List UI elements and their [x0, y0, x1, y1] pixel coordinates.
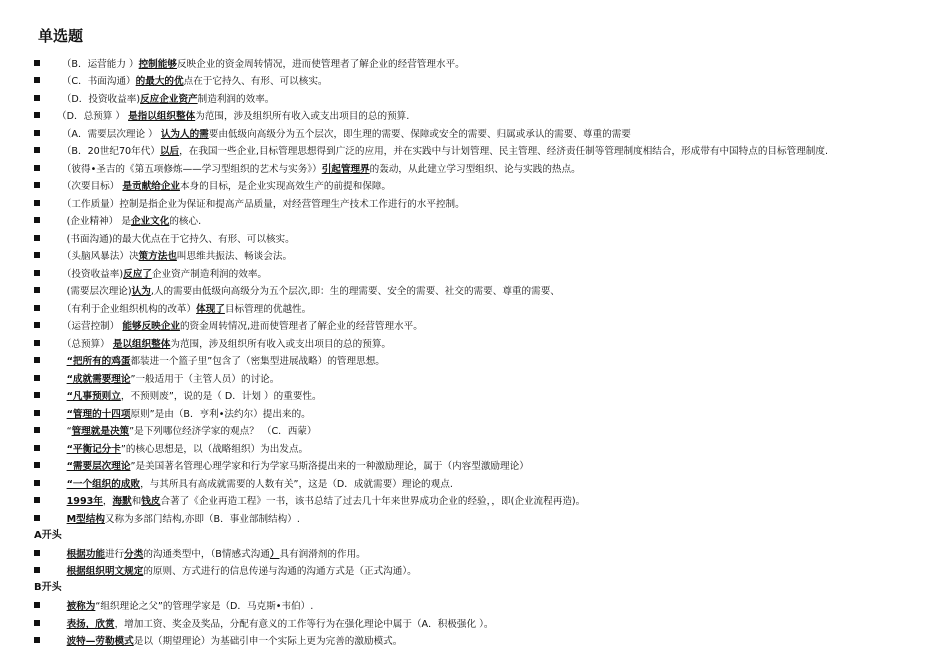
list-item [34, 229, 950, 247]
list-item-text [57, 56, 465, 70]
text-run [57, 496, 67, 507]
text-run [57, 356, 67, 367]
square-bullet-icon [34, 497, 40, 503]
text-run: ”是下列哪位经济学家的观点？ （C．西蒙） [129, 426, 317, 438]
list-item-text [57, 161, 581, 175]
text-run [57, 374, 67, 385]
list-item-text [57, 213, 201, 227]
emphasis-text: 反应企业资产 [140, 93, 198, 105]
square-bullet-icon [34, 480, 40, 486]
text-run: 的轰动，从此建立学习型组织、论与实践的热点。 [369, 163, 581, 175]
list-item [34, 562, 950, 580]
list-item [34, 107, 950, 125]
square-bullet-icon [34, 252, 40, 258]
emphasis-text: 认为 [131, 286, 151, 298]
emphasis-text: 引起管理界 [321, 163, 370, 175]
text-run [57, 479, 67, 490]
square-bullet-icon [34, 305, 40, 311]
list-item [34, 124, 950, 142]
text-run [57, 461, 67, 472]
text-run: 本身的目标，是企业实现高效生产的前提和保障。 [179, 181, 392, 193]
text-run: 的资金周转情况,进而使管理者了解企业的经营管理水平。 [179, 321, 423, 333]
square-bullet-icon [34, 620, 40, 626]
list-item-text [57, 633, 402, 647]
list-item-text [57, 546, 366, 560]
text-run: （次要目标） [57, 181, 123, 193]
emphasis-text: 是以组织整体 [112, 338, 171, 350]
text-run: (企业精神） 是 [57, 216, 131, 228]
list-item [34, 142, 950, 160]
list-item-text [57, 458, 529, 472]
square-bullet-icon [34, 637, 40, 643]
list-item-text [57, 248, 292, 262]
list-item [34, 632, 950, 650]
emphasis-text: 策方法也 [138, 251, 177, 263]
page-title: 单选题 [38, 27, 84, 45]
emphasis-text: 表扬，欣赏 [66, 618, 115, 630]
list-item-text [57, 283, 560, 297]
list-item-text [57, 493, 585, 507]
list-item-text [57, 231, 295, 245]
text-run: 的核心. [169, 216, 202, 228]
text-run: （B．20世纪70年代） [57, 146, 160, 158]
square-bullet-icon [34, 567, 40, 573]
text-run: 的沟通类型中，（B情感式沟通 [143, 548, 270, 560]
text-run: 为范围，涉及组织所有收入或支出项目的总的预算. [195, 111, 410, 123]
text-run [57, 601, 67, 612]
text-run: （工作质量）控制是指企业为保证和提高产品质量，对经营管理生产技术工作进行的水平控制。 [57, 198, 465, 210]
list-item-text [57, 178, 391, 192]
list-item-text [57, 126, 631, 140]
text-run: （运营控制） [57, 321, 123, 333]
list-item [34, 474, 950, 492]
square-bullet-icon [34, 77, 40, 83]
list-item [34, 159, 950, 177]
text-run [57, 566, 67, 577]
square-bullet-icon [34, 217, 40, 223]
square-bullet-icon [34, 410, 40, 416]
emphasis-text: ） [269, 548, 280, 560]
text-run: 企业资产制造利润的效率。 [151, 268, 268, 280]
text-run: 合著了《企业再造工程》一书，该书总结了过去几十年来世界成功企业的经验，，即(企业流程再造)。 [160, 496, 586, 508]
list-item-text [57, 73, 328, 87]
list-item-text [57, 301, 311, 315]
text-run: 制造利润的效率。 [197, 93, 275, 105]
list-item [34, 264, 950, 282]
square-bullet-icon [34, 95, 40, 101]
square-bullet-icon [34, 147, 40, 153]
list-item-text [57, 388, 322, 402]
list-item-text [57, 108, 409, 122]
square-bullet-icon [34, 462, 40, 468]
square-bullet-icon [34, 375, 40, 381]
text-run: （D．投资收益率) [57, 93, 141, 105]
text-run: （D．总预算 ） [57, 111, 129, 123]
list-item-text [57, 563, 417, 577]
text-run: 都装进一个篮子里”包含了（密集型进展战略）的管理思想。 [130, 356, 385, 368]
section-heading: A开头 [34, 529, 62, 541]
emphasis-text: 1993年 [66, 496, 103, 508]
emphasis-text: M型结构 [66, 513, 105, 525]
emphasis-text: “凡事预则立 [66, 391, 121, 403]
square-bullet-icon [34, 445, 40, 451]
list-item [34, 72, 950, 90]
list-item-text [57, 196, 465, 210]
emphasis-text: “把所有的鸡蛋 [66, 356, 131, 368]
text-run: （B．运营能力 ） [57, 58, 139, 70]
emphasis-text: 体现了 [196, 303, 225, 315]
emphasis-text: 海默 [112, 496, 132, 508]
text-run: （C．书面沟通） [57, 76, 136, 88]
list-item [34, 509, 950, 527]
list-item-text [57, 266, 267, 280]
square-bullet-icon [34, 322, 40, 328]
square-bullet-icon [34, 235, 40, 241]
text-run: “ [57, 426, 72, 438]
list-item [34, 369, 950, 387]
square-bullet-icon [34, 182, 40, 188]
text-run: （A．需要层次理论 ） [57, 128, 161, 140]
list-item-text [57, 143, 828, 157]
square-bullet-icon [34, 270, 40, 276]
text-run: 要由低级向高级分为五个层次，即生理的需要、保障或安全的需要、归属或承认的需要、尊重的需要 [208, 128, 631, 140]
text-run: (书面沟通)的最大优点在于它持久、有形、可以核实。 [57, 233, 295, 245]
list-item [34, 422, 950, 440]
list-item [34, 54, 950, 72]
square-bullet-icon [34, 392, 40, 398]
square-bullet-icon [34, 515, 40, 521]
list-item [34, 439, 950, 457]
emphasis-text: 能够反映企业 [122, 321, 180, 333]
text-run [57, 444, 67, 455]
square-bullet-icon [34, 340, 40, 346]
list-item [34, 404, 950, 422]
text-run: （头脑风暴法）决 [57, 251, 139, 263]
text-run: ”一般适用于（主管人员）的讨论。 [130, 373, 280, 385]
text-run: 进行 [104, 548, 125, 560]
square-bullet-icon [34, 60, 40, 66]
emphasis-text: 被称为 [66, 601, 96, 613]
text-run [57, 514, 67, 525]
square-bullet-icon [34, 112, 40, 118]
section-heading: B开头 [34, 582, 62, 593]
text-run: 具有润滑剂的作用。 [279, 548, 366, 560]
list-item-text [57, 318, 423, 332]
square-bullet-icon [34, 165, 40, 171]
emphasis-text: 波特—劳勒模式 [66, 636, 134, 648]
text-run: （总预算） [57, 338, 113, 350]
square-bullet-icon [34, 130, 40, 136]
text-run [57, 549, 67, 560]
list-item-text [57, 336, 391, 350]
emphasis-text: “一个组织的成败 [66, 478, 141, 490]
emphasis-text: 是贡献给企业 [122, 181, 180, 193]
list-item [34, 317, 950, 335]
emphasis-text: “管理的十四项 [66, 408, 131, 420]
list-item [34, 299, 950, 317]
text-run: 为范围，涉及组织所有收入或支出项目的总的预算。 [170, 338, 392, 350]
emphasis-text: 企业文化 [130, 216, 170, 228]
text-run [57, 619, 67, 630]
text-run: 反映企业的资金周转情况，进而使管理者了解企业的经营管理水平。 [176, 58, 465, 70]
emphasis-text: 的最大的优 [135, 76, 184, 88]
text-run: ，增加工资、奖金及奖品，分配有意义的工作等行为在强化理论中属于（A．积极强化 ）。 [114, 618, 494, 630]
square-bullet-icon [34, 357, 40, 363]
emphasis-text: 认为人的需 [160, 128, 209, 140]
list-item [34, 177, 950, 195]
list-item-text [57, 423, 317, 437]
emphasis-text: 根据组织明文规定 [66, 566, 144, 578]
list-item [34, 334, 950, 352]
square-bullet-icon [34, 287, 40, 293]
text-run: 的原则、方式进行的信息传递与沟通的沟通方式是（正式沟通）。 [143, 566, 417, 578]
text-run [57, 391, 67, 402]
text-run: ,人的需要由低级向高级分为五个层次,即：生的理需要、安全的需要、社交的需要、尊重的需要、 [150, 286, 560, 298]
text-run: ，与其所具有高成就需要的人数有关”，这是（D．成就需要）理论的观点. [140, 478, 453, 490]
text-run: 是以（期望理论）为基础引申一个实际上更为完善的激励模式。 [133, 636, 403, 648]
list-item [34, 492, 950, 510]
square-bullet-icon [34, 550, 40, 556]
emphasis-text: 以后 [159, 146, 180, 158]
text-run: 叫思维共振法、畅谈会法。 [176, 251, 293, 263]
emphasis-text: “平衡记分卡 [66, 443, 121, 455]
list-item-text [57, 91, 274, 105]
emphasis-text: 是指以组织整体 [128, 111, 196, 123]
text-run: ”的核心思想是，以（战略组织）为出发点。 [120, 443, 309, 455]
text-run: ，不预则废”，说的是（ D．计划 ）的重要性。 [120, 391, 322, 403]
text-run: “组织理论之父”的管理学家是（D．马克斯•韦伯）. [95, 601, 314, 613]
emphasis-text: 控制能够 [138, 58, 177, 70]
text-run [57, 636, 67, 647]
list-item [34, 544, 950, 562]
list-item [34, 597, 950, 615]
square-bullet-icon [34, 427, 40, 433]
list-item [34, 387, 950, 405]
list-item-text [57, 598, 313, 612]
text-run: 目标管理的优越性。 [224, 303, 312, 315]
list-item [34, 457, 950, 475]
list-item [34, 247, 950, 265]
text-run: （有利于企业组织机构的改革） [57, 303, 197, 315]
emphasis-text: 根据功能 [66, 548, 105, 560]
emphasis-text: “需要层次理论 [66, 461, 131, 473]
text-run: （彼得•圣吉的《第五项修炼——学习型组织的艺术与实务》） [57, 163, 322, 175]
text-run: 又称为多部门结构,亦即（B．事业部制结构）. [104, 513, 300, 525]
emphasis-text: 分类 [124, 548, 144, 560]
list-item [34, 282, 950, 300]
list-item-text [57, 511, 300, 525]
list-item [34, 89, 950, 107]
question-list [34, 54, 950, 649]
text-run: 点在于它持久、有形、可以核实。 [183, 76, 328, 88]
list-item-text [57, 476, 453, 490]
text-run: ，在我国一些企业,目标管理思想得到广泛的应用，并在实践中与计划管理、民主管理、经济责任制等管理制度相结合，形成带有中国特点的目标管理制度. [179, 146, 829, 158]
list-item-text [57, 441, 308, 455]
text-run: (需要层次理论) [57, 286, 132, 298]
emphasis-text: 管理就是决策 [71, 426, 130, 438]
list-item-text [57, 406, 311, 420]
list-item-text [57, 371, 279, 385]
text-run: 和 [131, 496, 142, 508]
text-run: ”是美国著名管理心理学家和行为学家马斯洛提出来的一种激励理论，属于（内容型激励理论） [130, 461, 529, 473]
text-run: ， [102, 496, 113, 508]
text-run: 原则”是由（B．亨利•法约尔）提出来的。 [130, 408, 311, 420]
emphasis-text: 反应了 [123, 268, 152, 280]
list-item [34, 194, 950, 212]
emphasis-text: 钱皮 [141, 496, 161, 508]
list-item-text [57, 616, 494, 630]
list-item [34, 352, 950, 370]
text-run: （投资收益率) [57, 268, 124, 280]
list-item-text [57, 353, 385, 367]
list-item [34, 212, 950, 230]
square-bullet-icon [34, 602, 40, 608]
text-run [57, 409, 67, 420]
emphasis-text: “成就需要理论 [66, 373, 131, 385]
square-bullet-icon [34, 200, 40, 206]
list-item [34, 614, 950, 632]
